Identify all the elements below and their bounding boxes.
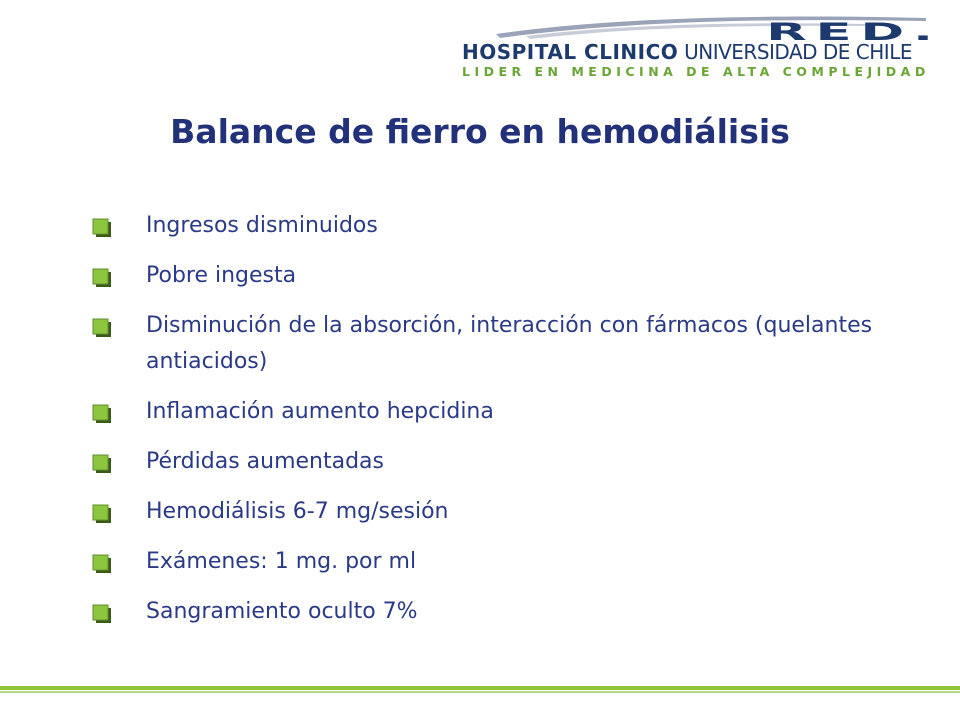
list-item [92,308,892,380]
square-bullet-icon [92,504,112,524]
square-bullet-icon [92,318,112,338]
bullet-text: Inflamación aumento hepcidina [146,399,494,424]
square-bullet-icon [92,454,112,474]
bullet-text: Pérdidas aumentadas [146,449,385,474]
bottom-divider [0,686,960,696]
list-item [92,258,892,294]
hospital-logo [456,12,946,82]
square-bullet-icon [92,604,112,624]
list-item [92,594,892,630]
list-item [92,544,892,580]
logo-hospital-name [462,40,912,64]
bullet-list [92,208,892,630]
square-bullet-icon [92,218,112,238]
bullet-text: Ingresos disminuidos [146,213,378,238]
logo-red-mark: RED. [766,18,942,46]
list-item [92,208,892,244]
bullet-text: Pobre ingesta [146,263,297,288]
slide-title: Balance de fierro en hemodiálisis [170,112,790,151]
bullet-text: Sangramiento oculto 7% [146,599,418,624]
bullet-text: Disminución de la absorción, interacción con fármacos (quelantes antiacidos) [146,313,873,374]
bullet-text: Hemodiálisis 6-7 mg/sesión [146,499,449,524]
logo-tagline: LIDER EN MEDICINA DE ALTA COMPLEJIDAD [462,64,930,79]
list-item [92,444,892,480]
bullet-text: Exámenes: 1 mg. por ml [146,549,417,574]
square-bullet-icon [92,554,112,574]
logo-name-bold: HOSPITAL CLINICO [462,40,679,64]
list-item [92,494,892,530]
square-bullet-icon [92,404,112,424]
logo-name-regular: UNIVERSIDAD DE CHILE [678,40,912,64]
square-bullet-icon [92,268,112,288]
list-item [92,394,892,430]
